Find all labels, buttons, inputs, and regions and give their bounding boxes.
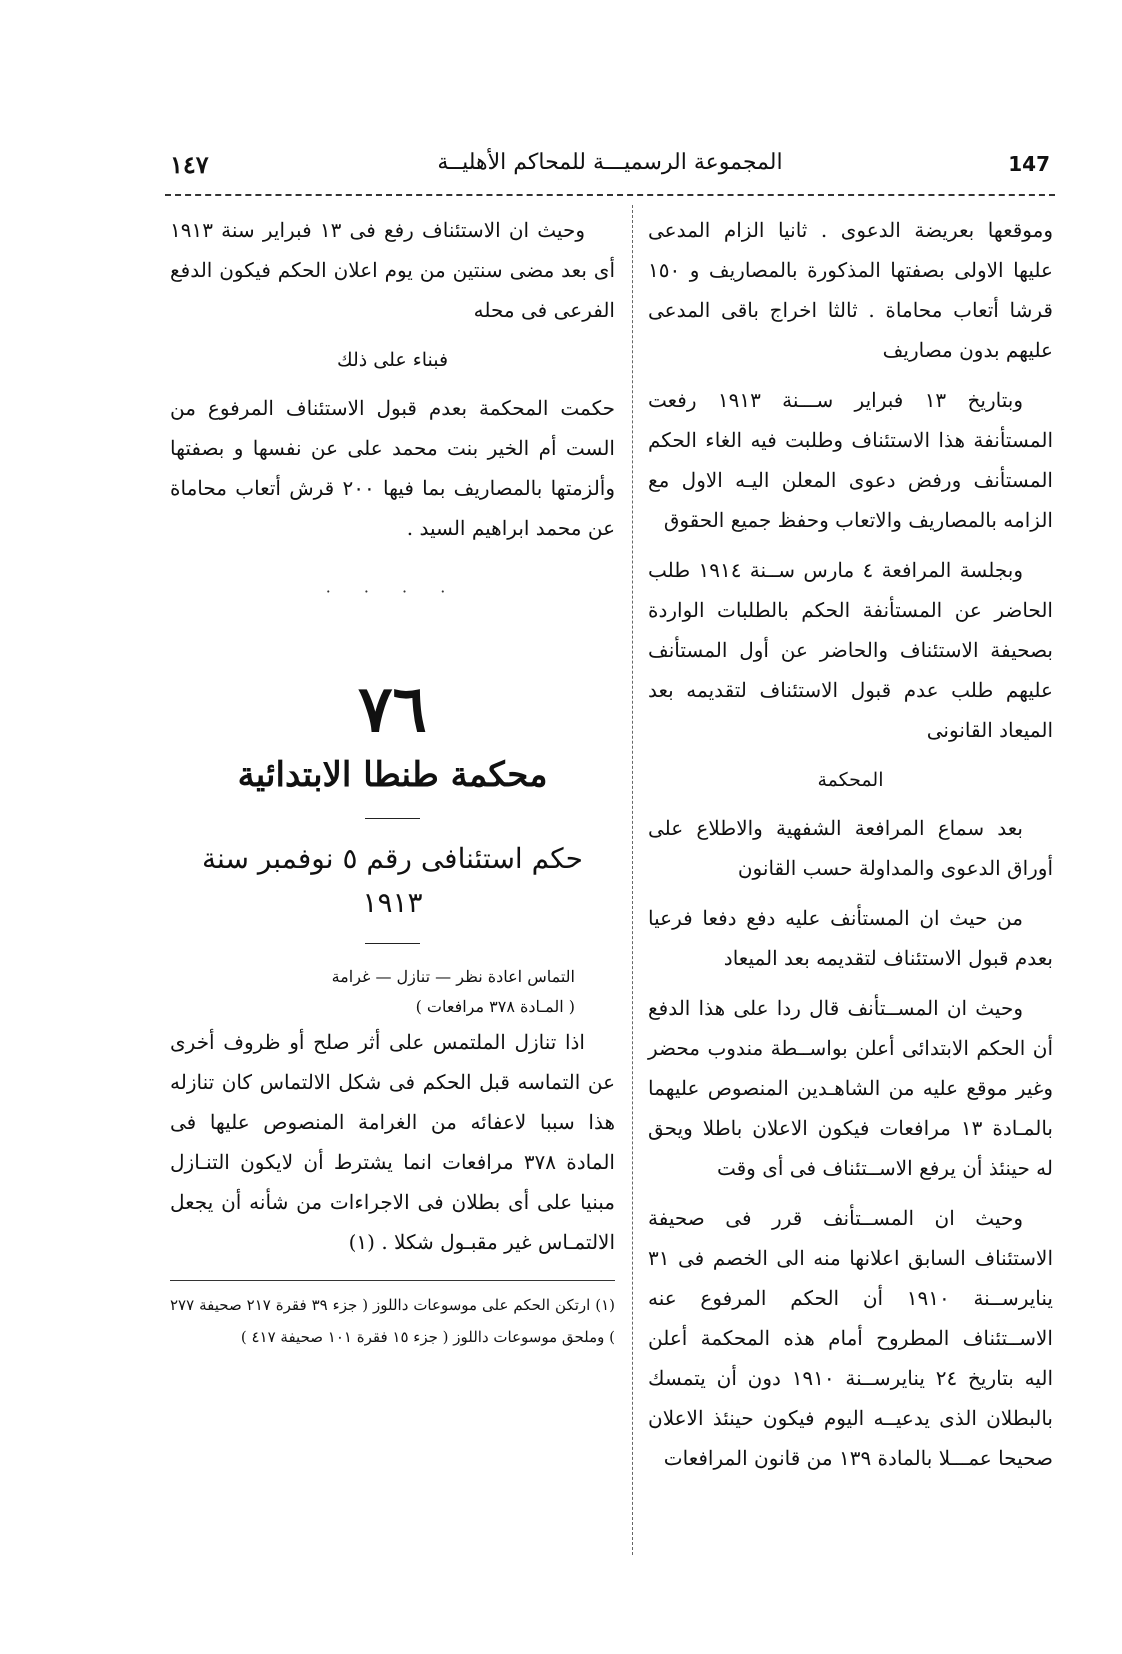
judgment-title: حكم استئنافى رقم ٥ نوفمبر سنة ١٩١٣	[202, 842, 583, 919]
right-column	[648, 210, 1053, 1488]
keywords: التماس اعادة نظر — تنازل — غرامة	[331, 967, 575, 986]
conclusion-heading: فبناء على ذلك	[336, 349, 449, 371]
separator: · · · ·	[325, 582, 460, 601]
abstract: اذا تنازل الملتمس على أثر صلح أو ظروف أخرى عن التماسه قبل الحكم فى شكل الالتماس كان تنازله هذا سببا لاعفائه من الغرامة المنصوص عليها فى المادة ٣٧٨ مرافعات انما يشترط أن لايكون التنـازل مبنيا على أى بطلان فى الاجراءات من شأنه أن يجعل الالتمـاس غير مقبـول شكلا . (١)	[170, 1030, 615, 1254]
paragraph: وموقعها بعريضة الدعوى . ثانيا الزام المدعى عليها الاولى بصفتها المذكورة بالمصاريف و ١٥٠ قرشا أتعاب محاماة . ثالثا اخراج باقى المدعى عليهم بدون مصاريف	[648, 218, 1053, 362]
divider	[365, 943, 420, 944]
header-rule	[165, 194, 1055, 196]
paragraph: وحيث ان المســتأنف قال ردا على هذا الدفع أن الحكم الابتدائى أعلن بواســطة مندوب محضر وغير موقع عليه من الشاهـدين المنصوص عليهما بالمـادة ١٣ مرافعات فيكون الاعلان باطلا ويحق له حينئذ أن يرفع الاســتئناف فى أى وقت	[648, 996, 1053, 1180]
left-column	[170, 210, 615, 1353]
paragraph: بعد سماع المرافعة الشفهية والاطلاع على أوراق الدعوى والمداولة حسب القانون	[648, 816, 1053, 880]
divider	[365, 818, 420, 819]
court-name: محكمة طنطا الابتدائية	[237, 755, 548, 795]
case-number: ٧٦	[358, 672, 427, 747]
paragraph: وبجلسة المرافعة ٤ مارس ســنة ١٩١٤ طلب الحاضر عن المستأنفة الحكم بالطلبات الواردة بصحيفة الاستئناف والحاضر عن أول المستأنف عليهم طلب عدم قبول الاستئناف لتقديمه بعد الميعاد القانونى	[648, 558, 1053, 742]
paragraph: وبتاريخ ١٣ فبراير ســـنة ١٩١٣ رفعت المستأنفة هذا الاستئناف وطلبت فيه الغاء الحكم المستأنف ورفض دعوى المعلن اليـه الاول مع الزامه بالمصاريف والاتعاب وحفظ جميع الحقوق	[648, 388, 1053, 532]
column-divider	[632, 205, 633, 1555]
paragraph: وحيث ان المســتأنف قرر فى صحيفة الاستئناف السابق اعلانها منه الى الخصم فى ٣١ ينايرســنة ١٩١٠ أن الحكم المرفوع عنه الاســتئناف المطروح أمام هذه المحكمة أعلن اليه بتاريخ ٢٤ ينايرســنة ١٩١٠ دون أن يتمسك بالبطلان الذى يدعيــه اليوم فيكون حينئذ الاعلان صحيحا عمـــلا بالمادة ١٣٩ من قانون المرافعات	[648, 1206, 1054, 1470]
article-reference: ( المـادة ٣٧٨ مرافعات )	[415, 997, 575, 1016]
footnote: (١) ارتكن الحكم على موسوعات داللوز ( جزء ٣٩ فقرة ٢١٧ صحيفة ٢٧٧ ) وملحق موسوعات داللوز ( جزء ١٥ فقرة ١٠١ صحيفة ٤١٧ )	[170, 1296, 615, 1346]
running-title: المجموعة الرسميـــة للمحاكم الأهليــة	[437, 150, 783, 175]
section-heading: المحكمة	[817, 769, 884, 791]
ruling-text: حكمت المحكمة بعدم قبول الاستئناف المرفوع من الست أم الخير بنت محمد على عن نفسها و بصفتها وألزمتها بالمصاريف بما فيها ٢٠٠ قرش أتعاب محاماة عن محمد ابراهيم السيد .	[170, 396, 615, 540]
paragraph: وحيث ان الاستئناف رفع فى ١٣ فبراير سنة ١٩١٣ أى بعد مضى سنتين من يوم اعلان الحكم فيكون الدفع الفرعى فى محله	[170, 218, 615, 322]
page-number-arabic: ١٤٧	[170, 150, 209, 179]
footnote-rule	[170, 1280, 615, 1281]
page-number-latin: 147	[1008, 152, 1050, 176]
paragraph: من حيث ان المستأنف عليه دفع دفعا فرعيا بعدم قبول الاستئناف لتقديمه بعد الميعاد	[648, 906, 1053, 970]
page-header	[170, 150, 1050, 186]
